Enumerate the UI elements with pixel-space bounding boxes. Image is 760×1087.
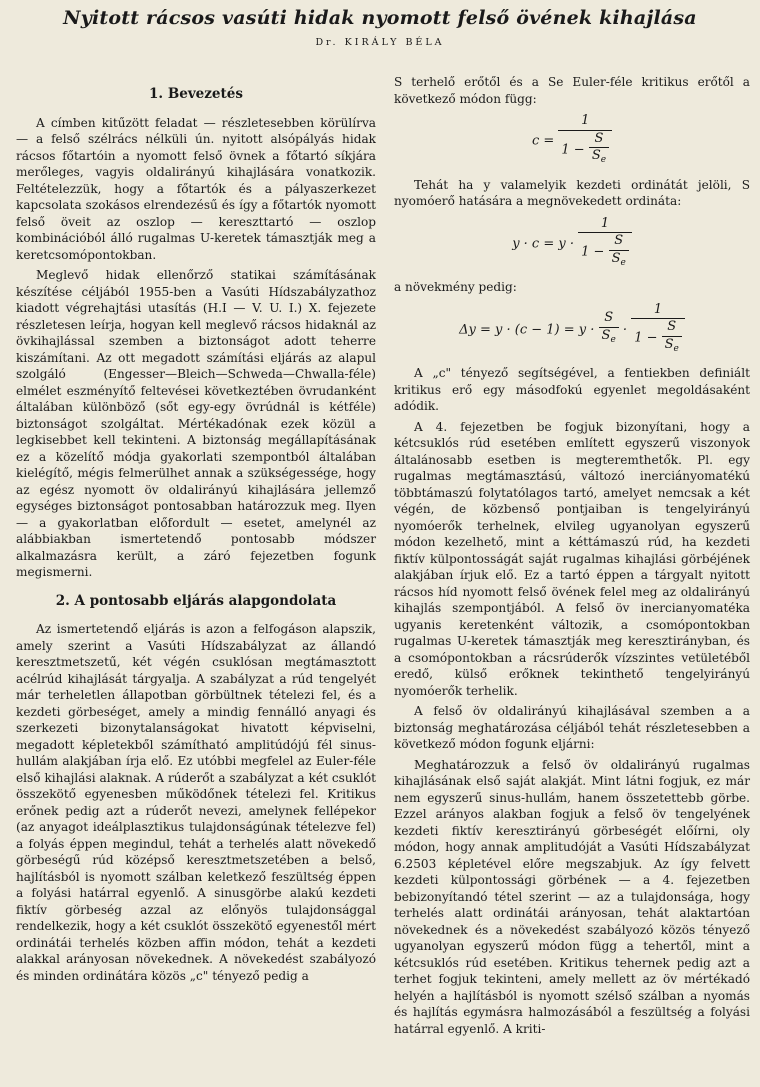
fraction: $\frac{S}{S_e}$ [599, 310, 619, 348]
eq-lhs: y · c = y · [512, 235, 574, 251]
fraction: 1 1 − $\frac{S}{S_e}$ [558, 113, 612, 169]
section-2-heading: 2. A pontosabb eljárás alapgondolata [55, 592, 337, 609]
section-1-heading: 1. Bevezetés [149, 86, 243, 102]
left-column [16, 84, 376, 988]
paragraph: A címben kitűzött feladat — részletesebben körülírva — a felső szélrács nélküli ún. nyitott alsópályás hidak rácsos főtartóin a nyomott felső övnek a főtartó síkjára merőleges, vagyis oldalirányú kihajlására vonatkozik. Feltételezzük, hogy a főtartók és a pályaszerkezet kapcsolata szokásos elrendezésű és így a főtartók nyomott felső öveit az oszlop — kereszttartó — oszlop kombinációból álló rugalmas U-keretek támasztják meg a keretcsomópontokban. [16, 115, 376, 262]
paragraph: Tehát ha y valamelyik kezdeti ordinátát jelöli, S nyomóerő hatására a megnövekedett ordináta: [394, 177, 750, 208]
eq-lhs: Δy = y · (c − 1) = y · [459, 321, 595, 337]
paragraph: Meghatározzuk a felső öv oldalirányú rugalmas kihajlásának első saját alakját. Mint látni fogjuk, ez már nem egyszerű sinus-hullám, hanem összetettebb görbe. Ezzel arányos alakban fogjuk a felső öv tengelyének kezdeti fiktív keresztirányú görbeségét előírni, oly módon, hogy annak amplitudóját a Vasúti Hídszabályzat 6.2503 képletével előre megszabjuk. Az így felvett kezdeti külpontossági görbének — a 4. fejezetben bebizonyítandó tétel szerint — az a tulajdonsága, hogy terhelés alatt ordinátái arányosan, tehát alaktartóan növekednek és a növekedést szabályozó közös tényező ugyanolyan egyszerű módon függ a tehertől, mint a kétcsuklós rúd esetében. Kritikus tehernek pedig azt a terhet fogjuk tekinteni, amely mellett az öv mértékadó helyén a hajlításból is nyomott szélső szálban a nyomás és hajlítás egymásra halmozásából a feszültség a folyási határral egyenlő. A kriti- [394, 757, 750, 1036]
equation-yc [394, 216, 750, 272]
paragraph: A felső öv oldalirányú kihajlásával szemben a a biztonság meghatározása céljából tehát részletesebben a következő módon fogunk eljárni: [394, 704, 750, 751]
article-author: Dr. KIRÁLY BÉLA [315, 37, 445, 48]
fraction: 1 1 − $\frac{S}{S_e}$ [631, 302, 685, 358]
paragraph: a növekmény pedig: [394, 280, 517, 294]
article-title: Nyitott rácsos vasúti hidak nyomott felső övének kihajlása [63, 7, 697, 29]
equation-c [394, 113, 750, 169]
paragraph: Az ismertetendő eljárás is azon a felfogáson alapszik, amely szerint a Vasúti Hídszabályzat az állandó keresztmetszetű, két végén csuklósan megtámasztott acélrúd kihajlását tárgyalja. A szabályzat a rúd tengelyét már terheletlen állapotban görbültnek tételezi fel, és a kezdeti görbeséget, amely a mindig fennálló anyagi és szerkezeti bizonytalanságokat hivatott képviselni, megadott képletekből számítható amplitúdójú fél sinus-hullám alakjában írja elő. Ez utóbbi megfelel az Euler-féle első kihajlási alaknak. A rúderőt a szabályzat a két csuklót összekötő egyenesben működőnek tételezi fel. Kritikus erőnek pedig azt a rúderőt nevezi, amelynek fellépekor (az anyagot ideálplasztikus tulajdonságúnak tételezve fel) a folyás éppen megindul, tehát a terhelés alatt növekedő görbeségű rúd középső keresztmetszetében a belső, hajlításból is nyomott szálban keletkező feszültség éppen a folyási határral egyenlő. A sinusgörbe alakú kezdeti fiktív görbeség azzal az előnyös tulajdonsággal rendelkezik, hogy a két csuklót összekötő egyenestől mért ordinátái terhelés közben affin módon, tehát a kezdeti alakkal arányosan növekednek. A növekedést szabályozó és minden ordinátára közös „c" tényező pedig a [16, 622, 376, 983]
equation-delta-y: Δy = y · (c − 1) = y · $\frac{S}{S_e}$ · 1 1 − $\frac{S}{S_e}$ [394, 302, 750, 358]
paragraph: A „c" tényező segítségével, a fentiekben definiált kritikus erő egy másodfokú egyenlet megoldásaként adódik. [394, 366, 750, 413]
eq-lhs: c = [531, 133, 555, 149]
paragraph: A 4. fejezetben be fogjuk bizonyítani, hogy a kétcsuklós rúd esetében említett egyszerű viszonyok általánosabb esetben is megteremthetők. Pl. egy rugalmas megtámasztású, változó inerciányomatékú többtámaszú folytatólagos tartó, amelyet nemcsak a két végén, de közbenső pontjaiban is tengelyirányú nyomóerők terhelnek, elvileg ugyanolyan egyszerű módon kezelhető, mint a kéttámaszú rúd, ha kezdeti fiktív külpontosságát saját rugalmas kihajlási görbéjének alakjában írjuk elő. Ez a tartó éppen a tárgyalt nyitott rácsos híd nyomott felső övének felel meg az oldalirányú kihajlás szempontjából. A felső öv inercianyomatéka ugyanis keretenként változik, a csomópontokban rugalmas U-keretek támasztják meg keresztirányban, és a csomópontokban a rácsrúderők vízszintes vetületéből eredő, külső erőknek tekinthető tengelyirányú nyomóerők terhelik. [394, 419, 750, 698]
paragraph: S terhelő erőtől és a Se Euler-féle kritikus erőtől a következő módon függ: [394, 75, 750, 106]
right-column [394, 74, 750, 1041]
paragraph: Meglevő hidak ellenőrző statikai számításának készítése céljából 1955-ben a Vasúti Hídszabályzathoz kiadott végrehajtási utasítás (H.I — V. U. I.) X. fejezete részletesen leírja, hogyan kell meglevő rácsos hidaknál az övkihajlással szemben a biztonságot adott teherre kiszámítani. Az ott megadott számítási eljárás az alapul szolgáló (Engesser—Bleich—Schweda—Chwalla-féle) elmélet eszményítő feltevései következtében övrudanként általában különböző (sőt egy-egy övrúdnál is kétféle) biztonságot szolgáltat. Mértékadónak ezek közül a legkisebbet kell tekinteni. A biztonság megállapításának ez a közelítő módja gyakorlati szempontból általában kielégítő, mégis felmerülhet annak a szükségessége, hogy az egész nyomott öv oldalirányú kihajlására jellemző egységes biztonságot pontosabban határozzuk meg. Ilyen — a gyakorlatban előfordult — esetet, amelynél az alábbiakban ismertetendő pontosabb módszer alkalmazásra került, a záró fejezetben fogunk megismerni. [16, 268, 376, 579]
fraction: 1 1 − $\frac{S}{S_e}$ [578, 216, 632, 272]
